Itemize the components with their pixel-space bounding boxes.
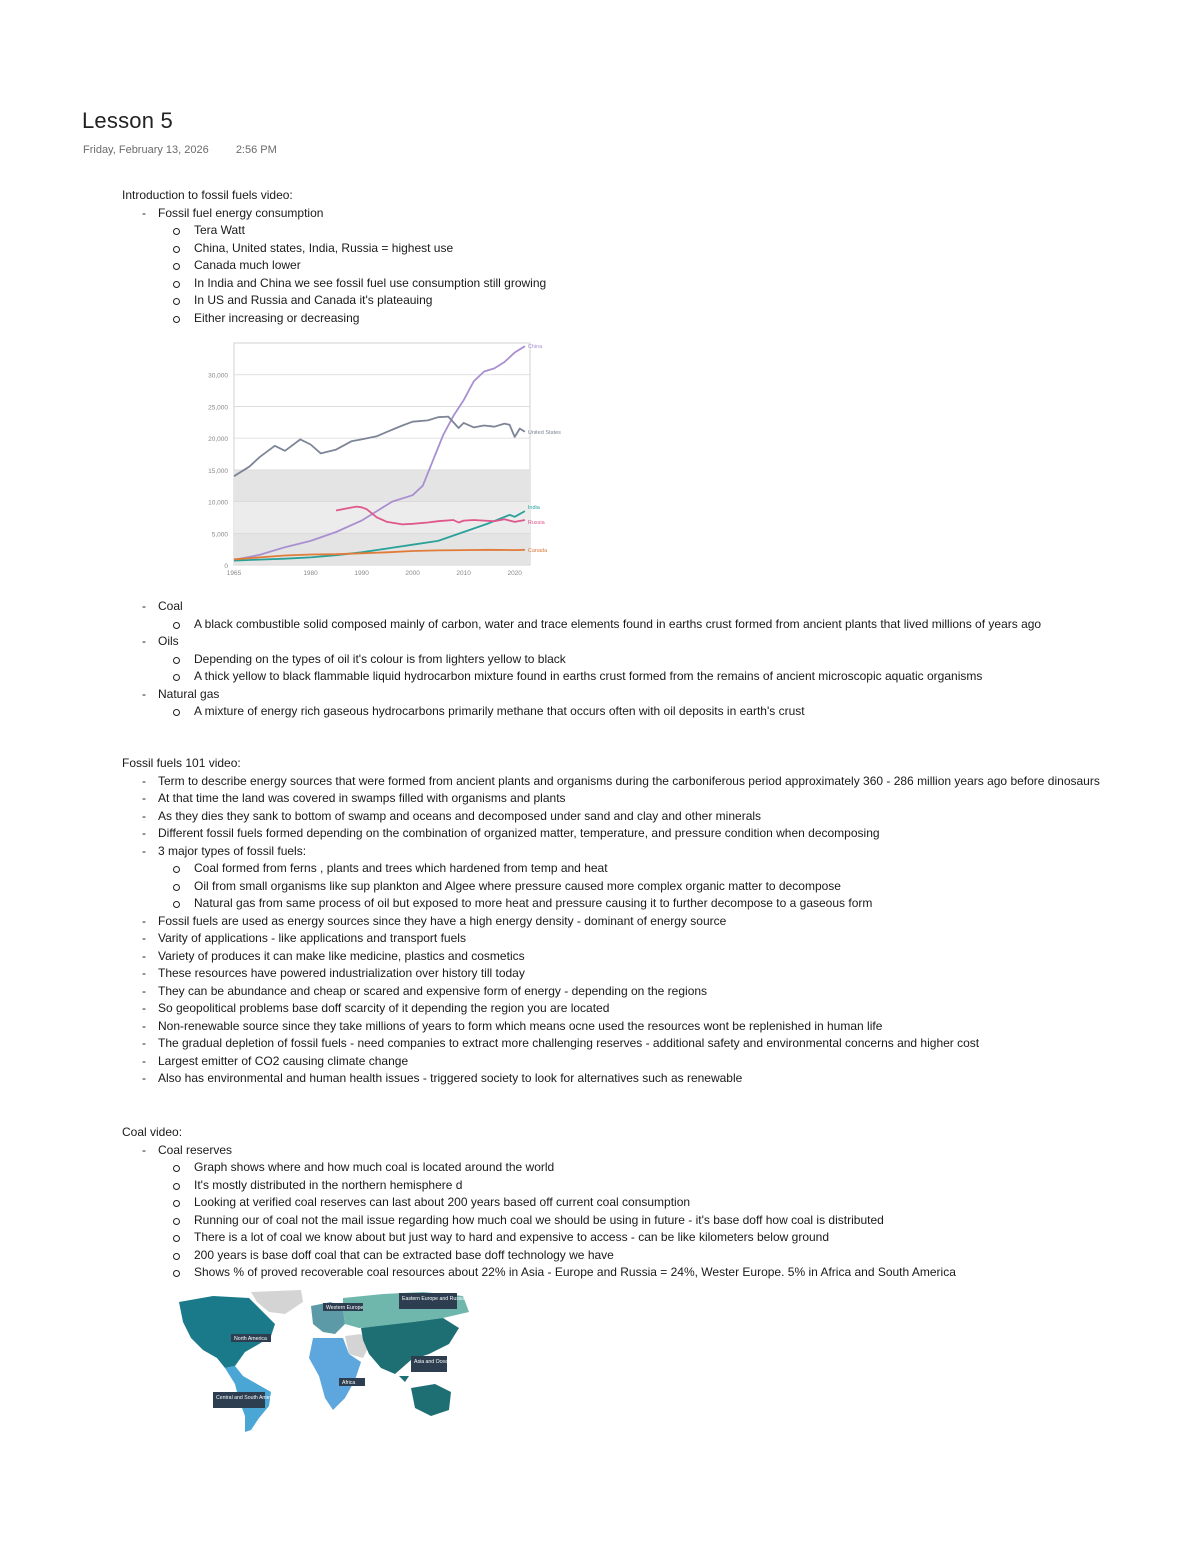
sub-list-item-text: Looking at verified coal reserves can last about 200 years based off current coal consumption xyxy=(194,1195,691,1209)
list-item xyxy=(122,633,1108,686)
list-item xyxy=(122,1070,1108,1088)
section-fossil-fuels-101 xyxy=(122,755,1108,1088)
page-date: Friday, February 13, 2026 xyxy=(83,144,209,156)
circle-bullet-icon xyxy=(173,1270,180,1277)
sub-list-item xyxy=(158,878,1108,896)
dash-bullet-icon: - xyxy=(142,1071,146,1085)
sub-list-item xyxy=(158,1177,1108,1195)
y-tick-label: 0 xyxy=(224,563,228,570)
list-item-text: Coal reserves xyxy=(158,1142,233,1157)
section-heading: Introduction to fossil fuels video: xyxy=(122,188,293,202)
sub-list-item xyxy=(158,1264,1108,1282)
section-heading: Coal video: xyxy=(122,1125,183,1139)
dash-bullet-icon: - xyxy=(142,983,146,998)
map-label-africa: Africa xyxy=(342,1380,356,1386)
series-label: Canada xyxy=(527,547,548,554)
sub-bullet-list xyxy=(158,222,1108,327)
x-tick-label: 2020 xyxy=(507,570,522,577)
sub-list-item xyxy=(158,616,1108,634)
list-item-text: Coal xyxy=(158,599,183,613)
y-tick-label: 25,000 xyxy=(208,404,228,412)
section-coal-video xyxy=(122,1124,1108,1282)
circle-bullet-icon xyxy=(173,228,180,235)
map-label-asia-oceania: Asia and Oceania xyxy=(414,1359,455,1365)
sub-list-item-text: In US and Russia and Canada it's plateauing xyxy=(194,293,433,307)
map-label-north-america: North America xyxy=(234,1336,267,1342)
list-item xyxy=(122,913,1108,931)
list-item-text: Term to describe energy sources that were formed from ancient plants and organisms during the carboniferous period approximately 360 - 286 million years ago before dinosaurs xyxy=(158,773,1100,788)
y-tick-label: 5,000 xyxy=(211,531,228,539)
x-tick-label: 2000 xyxy=(405,570,420,577)
circle-bullet-icon xyxy=(173,1200,180,1207)
dash-bullet-icon: - xyxy=(142,913,146,928)
sub-list-item-text: 200 years is base doff coal that can be extracted base doff technology we have xyxy=(194,1247,614,1262)
sub-list-item xyxy=(158,1247,1108,1265)
list-item-text: Natural gas xyxy=(158,686,220,701)
sub-list-item-text: It's mostly distributed in the northern hemisphere d xyxy=(194,1177,463,1192)
circle-bullet-icon xyxy=(173,298,180,305)
sub-list-item-text: Canada much lower xyxy=(194,258,301,272)
list-item-text: Fossil fuels are used as energy sources since they have a high energy density - dominant of energy source xyxy=(158,913,727,928)
dash-bullet-icon: - xyxy=(142,599,146,613)
sub-list-item-text: Natural gas from same process of oil but exposed to more heat and pressure causing it to further decompose to a gaseous form xyxy=(194,896,873,910)
sub-list-item xyxy=(158,895,1108,913)
series-label: China xyxy=(527,344,543,351)
bullet-list xyxy=(122,205,1108,328)
list-item xyxy=(122,808,1108,826)
list-item xyxy=(122,1035,1108,1053)
list-item-text: 3 major types of fossil fuels: xyxy=(158,843,307,858)
y-tick-label: 15,000 xyxy=(208,467,228,475)
sub-list-item xyxy=(158,1212,1108,1230)
x-tick-label: 1980 xyxy=(303,570,318,577)
circle-bullet-icon xyxy=(173,901,180,908)
list-item-text: They can be abundance and cheap or scared and expensive form of energy - depending on the regions xyxy=(158,983,708,998)
bullet-list xyxy=(122,1142,1108,1282)
circle-bullet-icon xyxy=(173,281,180,288)
sub-bullet-list xyxy=(158,616,1108,634)
sub-list-item-text: Shows % of proved recoverable coal resources about 22% in Asia - Europe and Russia = 24%, Wester Europe. 5% in Africa and South America xyxy=(194,1265,956,1279)
sub-list-item xyxy=(158,1194,1108,1212)
list-item-text: Fossil fuel energy consumption xyxy=(158,205,324,220)
sub-list-item-text: Graph shows where and how much coal is located around the world xyxy=(194,1160,555,1174)
list-item-text: Different fossil fuels formed depending on the combination of organized matter, temperature, and pressure condition when decomposing xyxy=(158,826,880,840)
circle-bullet-icon xyxy=(173,884,180,891)
dash-bullet-icon: - xyxy=(142,686,146,701)
list-item-text: Largest emitter of CO2 causing climate change xyxy=(158,1053,409,1068)
sub-list-item-text: A black combustible solid composed mainly of carbon, water and trace elements found in earths crust formed from ancient plants that lived millions of years ago xyxy=(194,616,1042,631)
circle-bullet-icon xyxy=(173,1218,180,1225)
list-item xyxy=(122,205,1108,328)
circle-bullet-icon xyxy=(173,657,180,664)
sub-list-item-text: In India and China we see fossil fuel use consumption still growing xyxy=(194,275,547,290)
circle-bullet-icon xyxy=(173,674,180,681)
sub-list-item xyxy=(158,1229,1108,1247)
y-tick-label: 10,000 xyxy=(208,499,228,507)
list-item xyxy=(122,686,1108,721)
dash-bullet-icon: - xyxy=(142,1001,146,1015)
sub-bullet-list xyxy=(158,703,1108,721)
map-label-eastern-europe-russia: Eastern Europe and Russia xyxy=(402,1296,466,1302)
x-tick-label: 2010 xyxy=(456,570,471,577)
sub-list-item-text: There is a lot of coal we know about but just way to hard and expensive to access - can be like kilometers below ground xyxy=(194,1230,830,1244)
fossil-fuel-consumption-chart xyxy=(190,325,586,581)
section-fuel-types xyxy=(122,598,1108,721)
page-time: 2:56 PM xyxy=(235,144,277,156)
circle-bullet-icon xyxy=(173,866,180,873)
dash-bullet-icon: - xyxy=(142,773,146,788)
list-item xyxy=(122,965,1108,983)
sub-bullet-list xyxy=(158,1159,1108,1282)
x-tick-label: 1965 xyxy=(226,570,242,577)
dash-bullet-icon: - xyxy=(142,205,146,220)
dash-bullet-icon: - xyxy=(142,1053,146,1068)
sub-list-item-text: Depending on the types of oil it's colour is from lighters yellow to black xyxy=(194,651,566,666)
list-item xyxy=(122,983,1108,1001)
dash-bullet-icon: - xyxy=(142,843,146,858)
list-item xyxy=(122,773,1108,791)
list-item-text: At that time the land was covered in swamps filled with organisms and plants xyxy=(158,791,566,805)
sub-list-item xyxy=(158,240,1108,258)
section-heading: Fossil fuels 101 video: xyxy=(122,756,241,770)
list-item-text: Variety of produces it can make like medicine, plastics and cosmetics xyxy=(158,948,525,963)
page-title: Lesson 5 xyxy=(82,108,173,133)
sub-list-item-text: Oil from small organisms like sup plankton and Algee where pressure caused more complex organic matter to decompose xyxy=(194,878,841,893)
sub-list-item-text: China, United states, India, Russia = highest use xyxy=(194,240,454,255)
circle-bullet-icon xyxy=(173,1253,180,1260)
bullet-list xyxy=(122,598,1108,721)
y-tick-label: 30,000 xyxy=(208,372,228,380)
circle-bullet-icon xyxy=(173,316,180,323)
list-item xyxy=(122,1018,1108,1036)
list-item xyxy=(122,1000,1108,1018)
list-item-text: So geopolitical problems base doff scarcity of it depending the region you are located xyxy=(158,1001,610,1015)
series-label: India xyxy=(527,505,540,512)
sub-list-item xyxy=(158,292,1108,310)
chart-svg xyxy=(190,325,586,581)
list-item xyxy=(122,843,1108,913)
circle-bullet-icon xyxy=(173,709,180,716)
list-item-text: Also has environmental and human health issues - triggered society to look for alternatives such as renewable xyxy=(158,1071,743,1085)
sub-list-item-text: Tera Watt xyxy=(194,223,245,237)
sub-list-item xyxy=(158,275,1108,293)
list-item-text: Varity of applications - like applications and transport fuels xyxy=(158,931,466,945)
sub-list-item xyxy=(158,1159,1108,1177)
y-tick-label: 20,000 xyxy=(208,436,228,444)
list-item xyxy=(122,1142,1108,1282)
map-label-central-south-america: Central and South America xyxy=(216,1395,278,1401)
sub-bullet-list xyxy=(158,860,1108,913)
dash-bullet-icon: - xyxy=(142,1142,146,1157)
dash-bullet-icon: - xyxy=(142,791,146,805)
sub-list-item-text: A mixture of energy rich gaseous hydrocarbons primarily methane that occurs often with oil deposits in earth's crust xyxy=(194,704,805,718)
sub-list-item-text: Coal formed from ferns , plants and trees which hardened from temp and heat xyxy=(194,861,608,875)
dash-bullet-icon: - xyxy=(142,634,146,648)
circle-bullet-icon xyxy=(173,246,180,253)
sub-list-item xyxy=(158,651,1108,669)
map-svg xyxy=(173,1288,475,1438)
sub-list-item-text: Either increasing or decreasing xyxy=(194,310,360,325)
x-tick-label: 1990 xyxy=(354,570,369,577)
dash-bullet-icon: - xyxy=(142,826,146,840)
section-intro xyxy=(122,187,1108,327)
list-item-text: These resources have powered industrialization over history till today xyxy=(158,966,525,980)
sub-list-item xyxy=(158,703,1108,721)
dash-bullet-icon: - xyxy=(142,966,146,980)
sub-list-item-text: A thick yellow to black flammable liquid hydrocarbon mixture found in earths crust formed from the remains of ancient microscopic aquatic organisms xyxy=(194,669,983,683)
dash-bullet-icon: - xyxy=(142,931,146,945)
circle-bullet-icon xyxy=(173,622,180,629)
sub-list-item xyxy=(158,668,1108,686)
circle-bullet-icon xyxy=(173,1183,180,1190)
sub-bullet-list xyxy=(158,651,1108,686)
sub-list-item xyxy=(158,222,1108,240)
list-item xyxy=(122,1053,1108,1071)
sub-list-item xyxy=(158,257,1108,275)
dash-bullet-icon: - xyxy=(142,1018,146,1033)
list-item xyxy=(122,825,1108,843)
list-item-text: As they dies they sank to bottom of swamp and oceans and decomposed under sand and clay and other minerals xyxy=(158,808,762,823)
circle-bullet-icon xyxy=(173,1165,180,1172)
series-label: Russia xyxy=(527,519,545,526)
circle-bullet-icon xyxy=(173,263,180,270)
dash-bullet-icon: - xyxy=(142,1036,146,1050)
coal-reserves-world-map xyxy=(173,1288,475,1438)
page-date-line xyxy=(83,144,277,156)
list-item-text: Non-renewable source since they take millions of years to form which means ocne used the resources wont be replenished in human life xyxy=(158,1018,883,1033)
list-item xyxy=(122,790,1108,808)
list-item-text: The gradual depletion of fossil fuels - need companies to extract more challenging reserves - additional safety and environmental concerns and higher cost xyxy=(158,1036,980,1050)
map-region-oceania xyxy=(411,1384,451,1416)
grid-band xyxy=(234,470,530,502)
dash-bullet-icon: - xyxy=(142,948,146,963)
grid-band xyxy=(234,502,530,534)
map-region-north-america xyxy=(179,1296,275,1368)
bullet-list xyxy=(122,773,1108,1088)
series-label: United States xyxy=(527,429,561,436)
list-item xyxy=(122,930,1108,948)
dash-bullet-icon: - xyxy=(142,808,146,823)
list-item xyxy=(122,948,1108,966)
map-label-western-europe: Western Europe xyxy=(326,1305,364,1311)
circle-bullet-icon xyxy=(173,1235,180,1242)
sub-list-item-text: Running our of coal not the mail issue regarding how much coal we should be using in future - it's base doff how coal is distributed xyxy=(194,1212,884,1227)
list-item-text: Oils xyxy=(158,634,179,648)
list-item xyxy=(122,598,1108,633)
sub-list-item xyxy=(158,860,1108,878)
